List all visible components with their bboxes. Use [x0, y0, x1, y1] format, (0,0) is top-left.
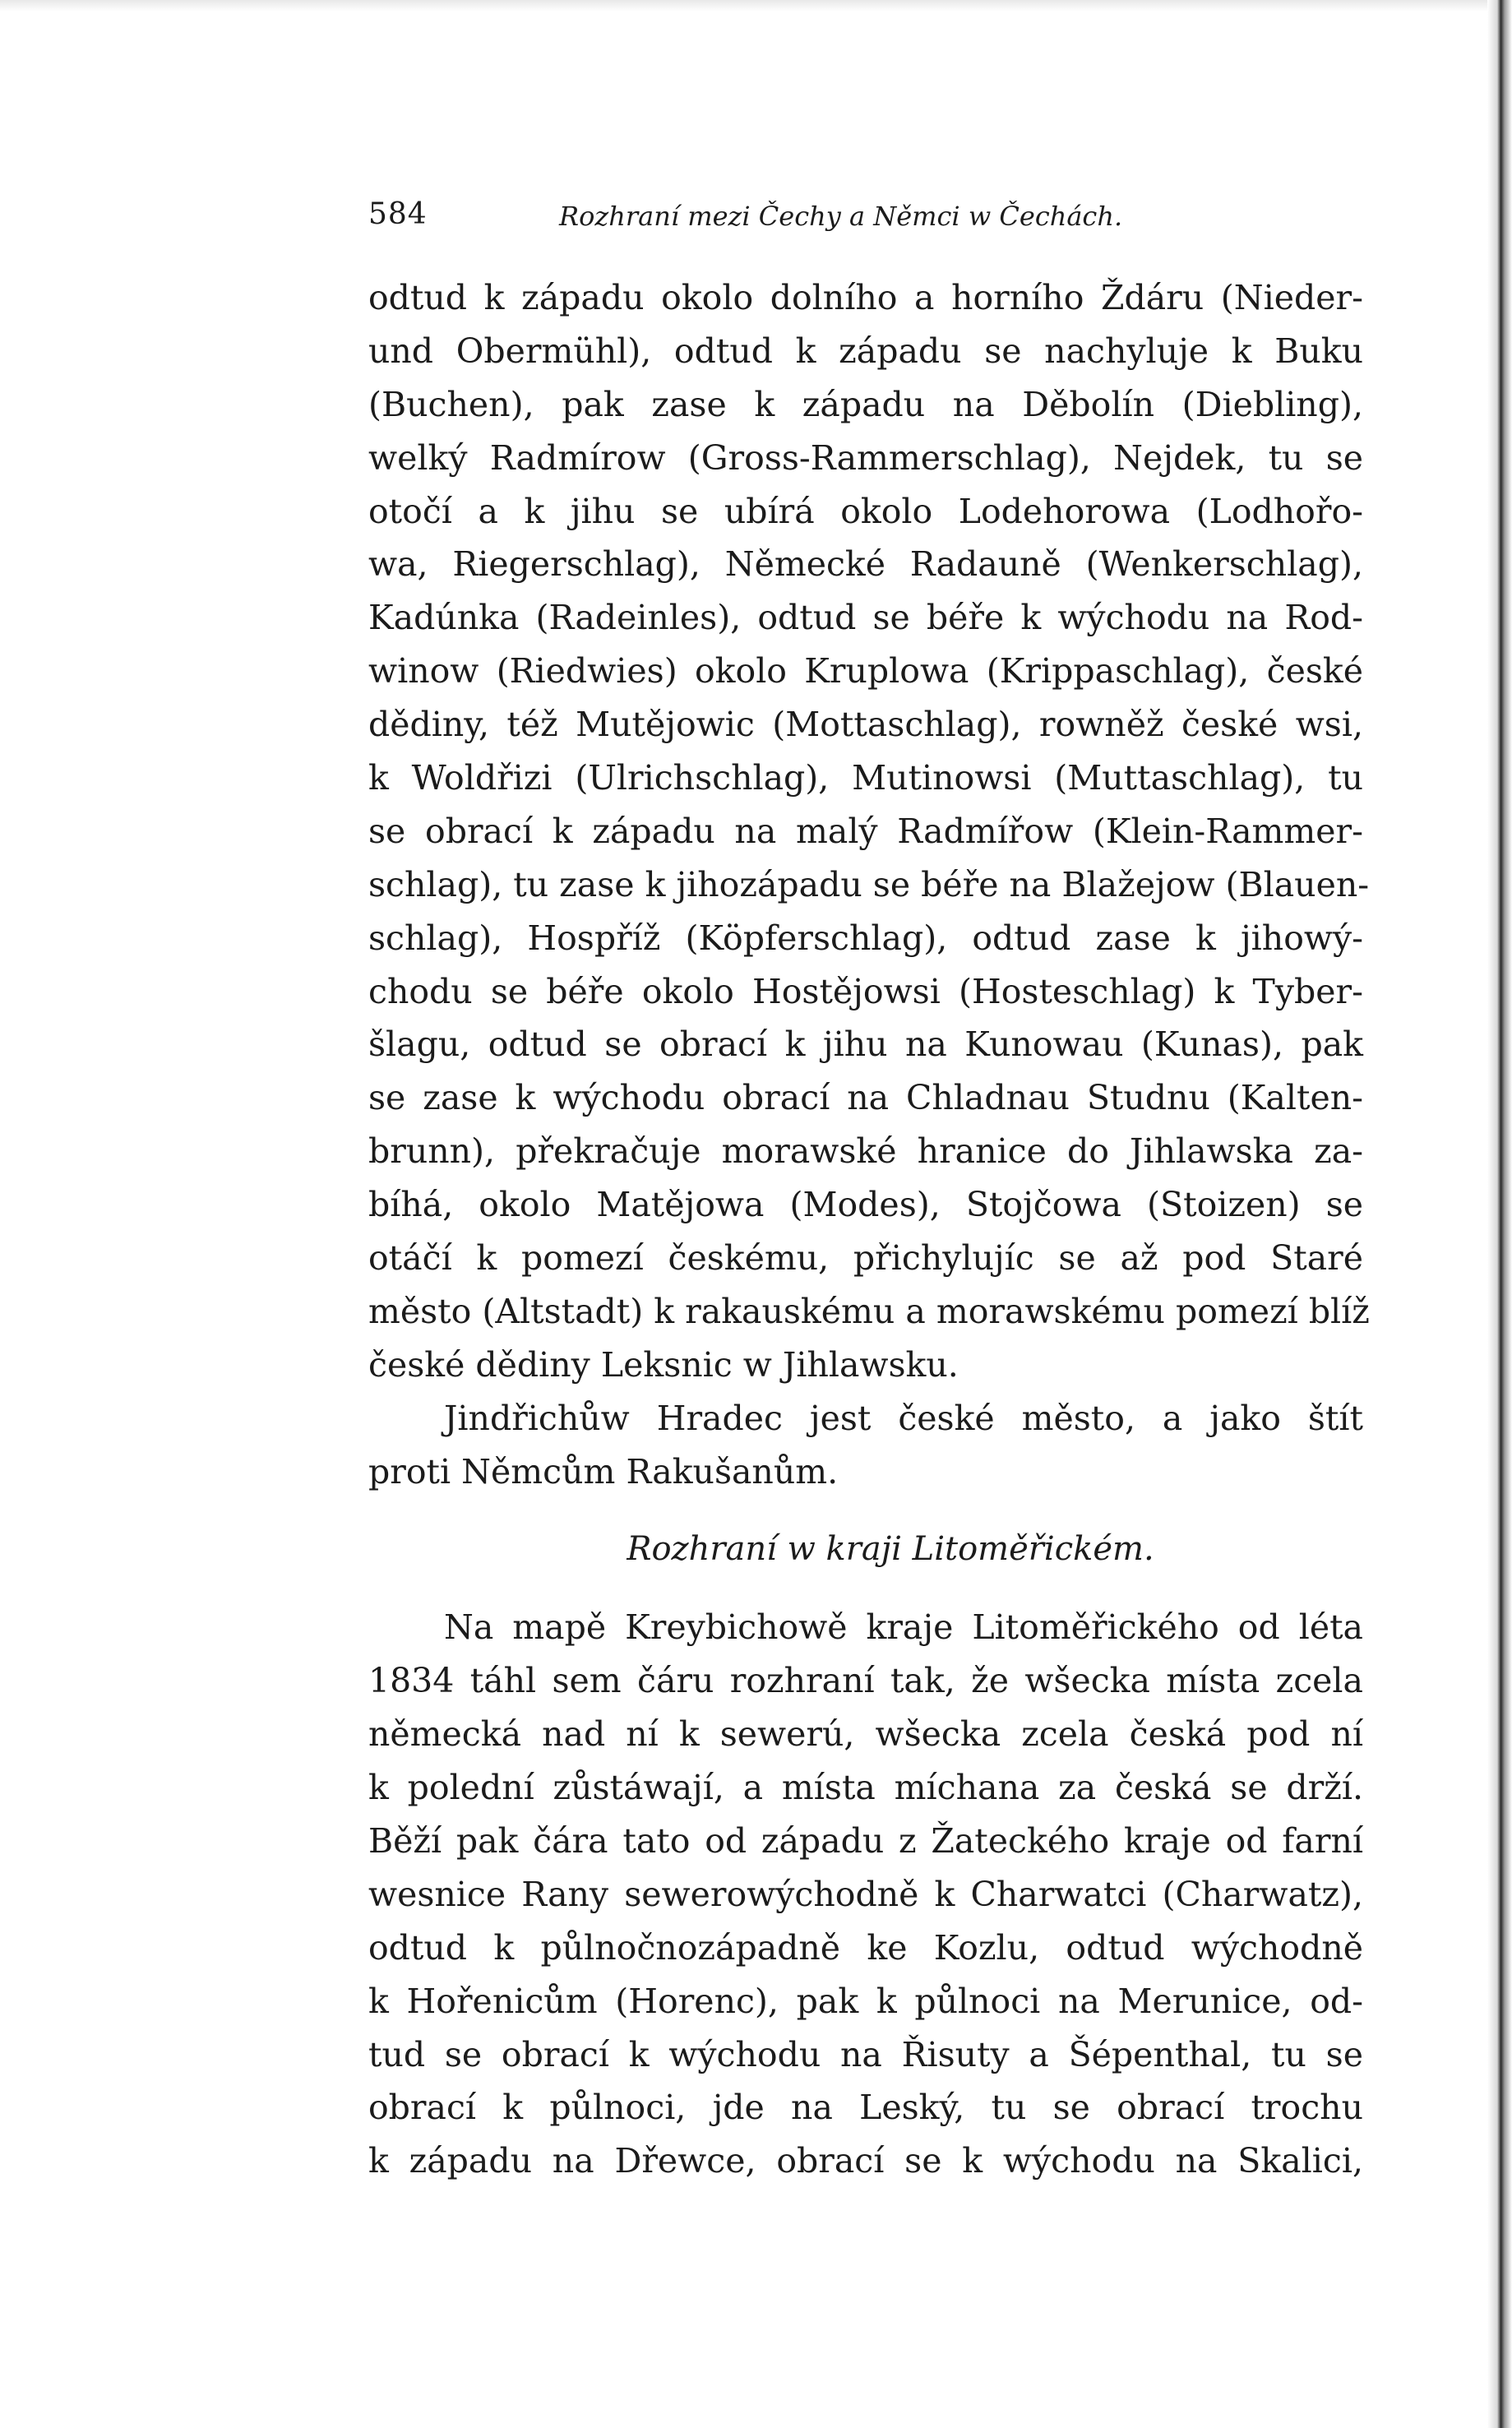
text-line: 1834 táhl sem čáru rozhraní tak, že wšecka místa zcela	[368, 1661, 1363, 1701]
text-line: bíhá, okolo Matějowa (Modes), Stojčowa (Stoizen) se	[368, 1185, 1363, 1225]
paragraph	[368, 1392, 1363, 1499]
text-line: k polední zůstáwají, a místa míchana za česká se drží.	[368, 1768, 1363, 1808]
text-line: schlag), tu zase k jihozápadu se béře na Blažejow (Blauen-	[368, 864, 1370, 904]
text-line: und Obermühl), odtud k západu se nachyluje k Buku	[368, 331, 1363, 371]
running-title: Rozhraní mezi Čechy a Němci w Čechách.	[559, 201, 1123, 232]
text-line: otočí a k jihu se ubírá okolo Lodehorowa (Lodhořo-	[368, 491, 1363, 531]
page-number: 584	[368, 197, 428, 231]
spacer	[368, 1498, 1363, 1523]
text-line: brunn), překračuje morawské hranice do Jihlawska za-	[368, 1131, 1363, 1172]
text-line: tud se obrací k wýchodu na Řisuty a Šépenthal, tu se	[368, 2034, 1363, 2074]
text-line: dědiny, též Mutějowic (Mottaschlag), rowněž české wsi,	[368, 705, 1363, 745]
text-line: proti Němcům Rakušanům.	[368, 1451, 839, 1491]
text-line: schlag), Hospříž (Köpferschlag), odtud zase k jihowý-	[368, 918, 1363, 958]
text-line: se obrací k západu na malý Radmířow (Klein-Rammer-	[368, 811, 1363, 851]
page-body	[368, 271, 1370, 2188]
text-line: k západu na Dřewce, obrací se k wýchodu na Skalici,	[368, 2141, 1363, 2181]
section-heading: Rozhraní w kraji Litoměřickém.	[627, 1530, 1154, 1569]
text-line: chodu se béře okolo Hostějowsi (Hosteschlag) k Tyber-	[368, 971, 1363, 1011]
text-line: odtud k západu okolo dolního a horního Ždáru (Nieder-	[368, 278, 1363, 317]
text-line: wa, Riegerschlag), Německé Radauně (Wenkerschlag),	[368, 544, 1363, 585]
paragraph	[368, 271, 1370, 1392]
text-line: Na mapě Kreybichowě kraje Litoměřického od léta	[444, 1607, 1363, 1648]
text-line: k Hořenicům (Horenc), pak k půlnoci na Merunice, od-	[368, 1981, 1363, 2021]
text-line: welký Radmírow (Gross-Rammerschlag), Nejdek, tu se	[368, 437, 1363, 478]
text-line: město (Altstadt) k rakauskému a morawskému pomezí blíž	[368, 1291, 1370, 1331]
text-line: wesnice Rany sewerowýchodně k Charwatci (Charwatz),	[368, 1874, 1363, 1914]
text-line: otáčí k pomezí českému, přichylujíc se až pod Staré	[368, 1238, 1363, 1279]
text-line: winow (Riedwies) okolo Kruplowa (Krippaschlag), české	[368, 651, 1363, 691]
text-line: německá nad ní k sewerú, wšecka zcela česká pod ní	[368, 1714, 1363, 1755]
text-line: šlagu, odtud se obrací k jihu na Kunowau (Kunas), pak	[368, 1024, 1363, 1065]
text-line: české dědiny Leksnic w Jihlawsku.	[368, 1344, 959, 1385]
text-line: obrací k půlnoci, jde na Leský, tu se obrací trochu	[368, 2088, 1363, 2128]
text-line: k Woldřizi (Ulrichschlag), Mutinowsi (Muttaschlag), tu	[368, 758, 1363, 798]
text-line: Jindřichůw Hradec jest české město, a jako štít	[444, 1398, 1363, 1438]
spacer	[368, 1576, 1363, 1601]
page-binding-edge	[1487, 0, 1512, 2428]
text-line: Běží pak čára tato od západu z Žateckého kraje od farní	[368, 1820, 1363, 1861]
text-line: Kadúnka (Radeinles), odtud se béře k wýchodu na Rod-	[368, 598, 1363, 638]
text-line: odtud k půlnočnozápadně ke Kozlu, odtud wýchodně	[368, 1927, 1363, 1968]
text-line: (Buchen), pak zase k západu na Děbolín (Diebling),	[368, 384, 1363, 424]
text-line: se zase k wýchodu obrací na Chladnau Studnu (Kalten-	[368, 1078, 1363, 1118]
paragraph-group	[368, 271, 1370, 1498]
section-paragraph	[368, 1601, 1363, 2188]
page-header	[368, 197, 1363, 247]
page-top-shadow	[0, 0, 1512, 12]
